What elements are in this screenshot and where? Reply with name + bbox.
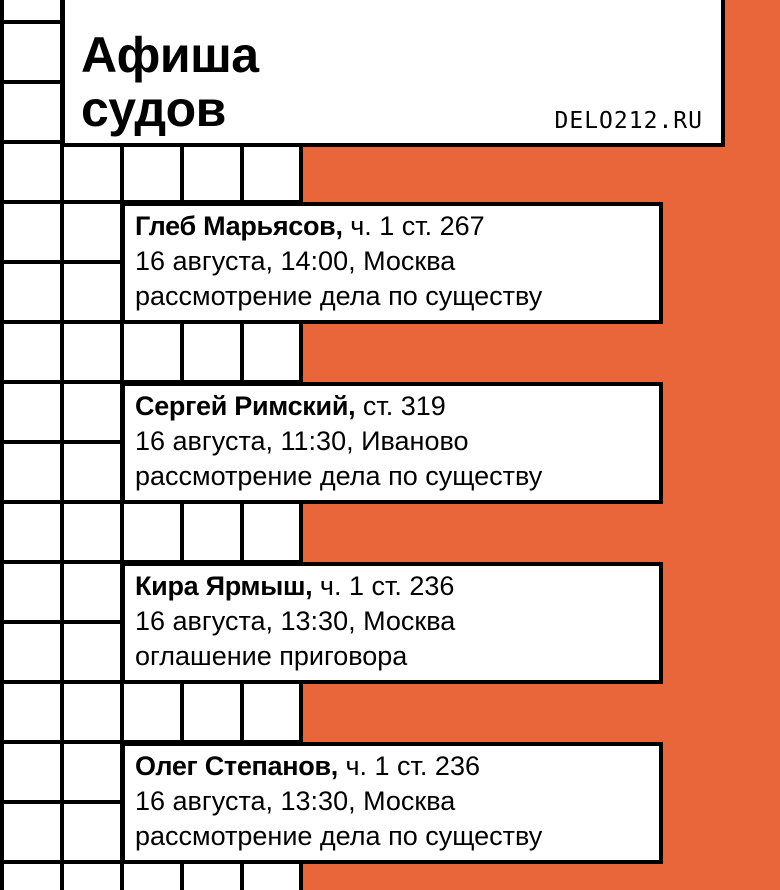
case-article: ч. 1 ст. 267 bbox=[342, 211, 485, 241]
title-line-1: Афиша bbox=[81, 27, 259, 83]
case-stage: оглашение приговора bbox=[135, 641, 408, 671]
case-article: ч. 1 ст. 236 bbox=[312, 571, 455, 601]
court-case-card bbox=[121, 742, 663, 864]
case-date-location: 16 августа, 13:30, Москва bbox=[135, 606, 456, 636]
case-defendant-line bbox=[135, 390, 446, 422]
case-stage: рассмотрение дела по существу bbox=[135, 461, 543, 491]
case-stage: рассмотрение дела по существу bbox=[135, 821, 543, 851]
defendant-name: Глеб Марьясов, bbox=[135, 211, 343, 241]
case-article: ст. 319 bbox=[355, 391, 446, 421]
case-date-location: 16 августа, 14:00, Москва bbox=[135, 246, 456, 276]
case-defendant-line bbox=[135, 210, 485, 242]
title-line-2: судов bbox=[81, 81, 226, 137]
page-title bbox=[81, 28, 259, 136]
defendant-name: Кира Ярмыш, bbox=[135, 571, 313, 601]
defendant-name: Сергей Римский, bbox=[135, 391, 356, 421]
case-defendant-line bbox=[135, 570, 454, 602]
court-case-card bbox=[121, 382, 663, 504]
site-label: DELO212.RU bbox=[554, 108, 703, 134]
court-case-card bbox=[121, 562, 663, 684]
case-date-location: 16 августа, 11:30, Иваново bbox=[135, 426, 469, 456]
defendant-name: Олег Степанов, bbox=[135, 751, 338, 781]
case-defendant-line bbox=[135, 750, 480, 782]
case-date-location: 16 августа, 13:30, Москва bbox=[135, 786, 456, 816]
case-stage: рассмотрение дела по существу bbox=[135, 281, 543, 311]
case-article: ч. 1 ст. 236 bbox=[337, 751, 480, 781]
court-case-card bbox=[121, 202, 663, 324]
header-card bbox=[61, 0, 725, 147]
